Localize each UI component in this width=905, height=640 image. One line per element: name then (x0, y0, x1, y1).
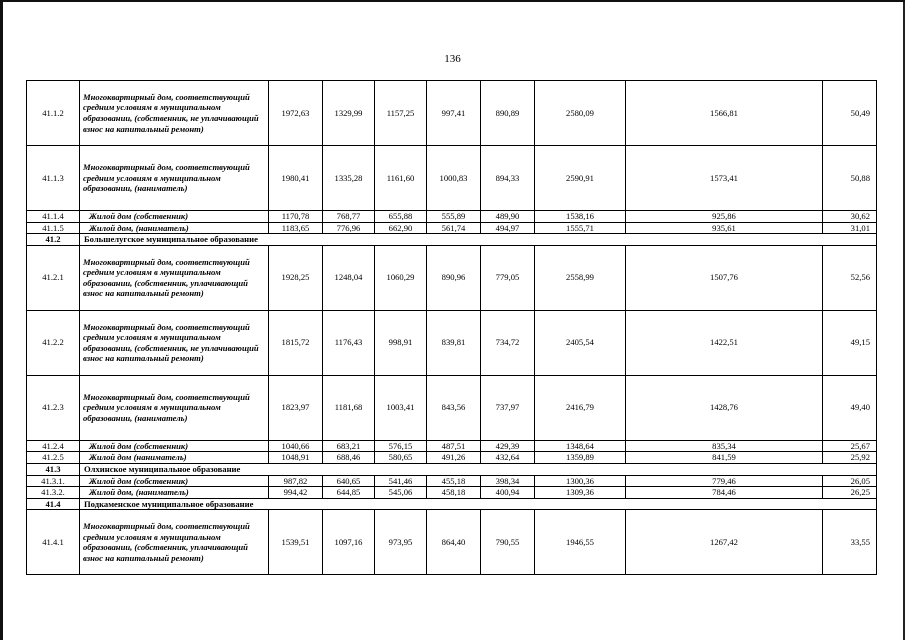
row-description: Многоквартирный дом, соответствующий средним условиям в муниципальном образовании, (собственник, уплачивающий взнос на капитальный ремонт) (80, 510, 269, 575)
value-cell-3: 1060,29 (375, 245, 427, 310)
table-row (27, 440, 877, 452)
tariff-table (26, 80, 877, 575)
value-cell-4: 839,81 (427, 310, 481, 375)
row-description: Жилой дом, (наниматель) (80, 222, 269, 234)
value-cell-7: 1267,42 (626, 510, 823, 575)
value-cell-4: 555,89 (427, 211, 481, 223)
table-row (27, 211, 877, 223)
value-cell-7: 1422,51 (626, 310, 823, 375)
value-cell-8: 49,40 (823, 375, 877, 440)
value-cell-7: 925,86 (626, 211, 823, 223)
value-cell-3: 655,88 (375, 211, 427, 223)
value-cell-5: 489,90 (481, 211, 535, 223)
value-cell-4: 890,96 (427, 245, 481, 310)
value-cell-1: 1539,51 (269, 510, 323, 575)
row-description: Жилой дом (наниматель) (80, 452, 269, 464)
row-description: Многоквартирный дом, соответствующий средним условиям в муниципальном образовании, (собственник, уплачивающий взнос на капитальный ремонт) (80, 245, 269, 310)
value-cell-1: 1048,91 (269, 452, 323, 464)
section-code: 41.3 (27, 463, 80, 475)
value-cell-5: 790,55 (481, 510, 535, 575)
value-cell-1: 1040,66 (269, 440, 323, 452)
value-cell-6: 2580,09 (535, 81, 626, 146)
value-cell-2: 1335,28 (323, 146, 375, 211)
value-cell-6: 1300,36 (535, 475, 626, 487)
value-cell-8: 50,49 (823, 81, 877, 146)
value-cell-7: 1566,81 (626, 81, 823, 146)
value-cell-1: 1980,41 (269, 146, 323, 211)
section-title: Подкаменское муниципальное образование (80, 498, 877, 510)
section-code: 41.2 (27, 234, 80, 246)
value-cell-6: 1348,64 (535, 440, 626, 452)
value-cell-1: 1815,72 (269, 310, 323, 375)
value-cell-3: 576,15 (375, 440, 427, 452)
value-cell-8: 25,67 (823, 440, 877, 452)
value-cell-4: 997,41 (427, 81, 481, 146)
row-description: Жилой дом (собственник) (80, 475, 269, 487)
row-code: 41.2.2 (27, 310, 80, 375)
row-description: Многоквартирный дом, соответствующий средним условиям в муниципальном образовании, (наниматель) (80, 146, 269, 211)
section-row (27, 498, 877, 510)
scan-border-left (0, 0, 3, 640)
value-cell-8: 52,56 (823, 245, 877, 310)
value-cell-3: 541,46 (375, 475, 427, 487)
value-cell-8: 26,25 (823, 487, 877, 499)
value-cell-6: 2416,79 (535, 375, 626, 440)
value-cell-3: 998,91 (375, 310, 427, 375)
row-code: 41.1.5 (27, 222, 80, 234)
value-cell-1: 1183,65 (269, 222, 323, 234)
page-number: 136 (444, 53, 461, 65)
value-cell-8: 50,88 (823, 146, 877, 211)
value-cell-2: 1176,43 (323, 310, 375, 375)
table-row (27, 475, 877, 487)
table-body (27, 81, 877, 575)
value-cell-8: 30,62 (823, 211, 877, 223)
value-cell-5: 398,34 (481, 475, 535, 487)
value-cell-6: 1555,71 (535, 222, 626, 234)
table-row (27, 81, 877, 146)
value-cell-7: 835,34 (626, 440, 823, 452)
value-cell-4: 1000,83 (427, 146, 481, 211)
section-title: Олхинское муниципальное образование (80, 463, 877, 475)
value-cell-6: 2590,91 (535, 146, 626, 211)
row-description: Жилой дом, (наниматель) (80, 487, 269, 499)
table-row (27, 487, 877, 499)
value-cell-2: 644,85 (323, 487, 375, 499)
value-cell-1: 994,42 (269, 487, 323, 499)
value-cell-6: 2405,54 (535, 310, 626, 375)
row-code: 41.3.2. (27, 487, 80, 499)
value-cell-3: 1157,25 (375, 81, 427, 146)
value-cell-2: 768,77 (323, 211, 375, 223)
value-cell-6: 1359,89 (535, 452, 626, 464)
table-row (27, 245, 877, 310)
value-cell-5: 734,72 (481, 310, 535, 375)
value-cell-7: 841,59 (626, 452, 823, 464)
value-cell-5: 894,33 (481, 146, 535, 211)
row-code: 41.2.3 (27, 375, 80, 440)
value-cell-4: 487,51 (427, 440, 481, 452)
value-cell-3: 545,06 (375, 487, 427, 499)
row-code: 41.1.2 (27, 81, 80, 146)
value-cell-3: 580,65 (375, 452, 427, 464)
row-code: 41.2.4 (27, 440, 80, 452)
value-cell-2: 1097,16 (323, 510, 375, 575)
value-cell-4: 455,18 (427, 475, 481, 487)
value-cell-4: 561,74 (427, 222, 481, 234)
value-cell-2: 1248,04 (323, 245, 375, 310)
value-cell-7: 784,46 (626, 487, 823, 499)
value-cell-4: 864,40 (427, 510, 481, 575)
value-cell-7: 779,46 (626, 475, 823, 487)
value-cell-1: 1170,78 (269, 211, 323, 223)
value-cell-2: 688,46 (323, 452, 375, 464)
value-cell-5: 890,89 (481, 81, 535, 146)
row-code: 41.1.3 (27, 146, 80, 211)
value-cell-5: 432,64 (481, 452, 535, 464)
row-description: Жилой дом (собственник) (80, 211, 269, 223)
value-cell-4: 458,18 (427, 487, 481, 499)
value-cell-1: 1928,25 (269, 245, 323, 310)
table-row (27, 222, 877, 234)
value-cell-7: 1507,76 (626, 245, 823, 310)
value-cell-5: 779,05 (481, 245, 535, 310)
value-cell-6: 1538,16 (535, 211, 626, 223)
value-cell-4: 843,56 (427, 375, 481, 440)
value-cell-1: 1972,63 (269, 81, 323, 146)
value-cell-6: 1946,55 (535, 510, 626, 575)
row-code: 41.2.5 (27, 452, 80, 464)
value-cell-7: 935,61 (626, 222, 823, 234)
section-code: 41.4 (27, 498, 80, 510)
value-cell-1: 1823,97 (269, 375, 323, 440)
section-row (27, 234, 877, 246)
row-description: Многоквартирный дом, соответствующий средним условиям в муниципальном образовании, (собственник, не уплачивающий взнос на капитальный ремонт) (80, 81, 269, 146)
value-cell-8: 26,05 (823, 475, 877, 487)
row-code: 41.3.1. (27, 475, 80, 487)
value-cell-6: 2558,99 (535, 245, 626, 310)
value-cell-3: 1161,60 (375, 146, 427, 211)
value-cell-7: 1428,76 (626, 375, 823, 440)
value-cell-2: 1329,99 (323, 81, 375, 146)
value-cell-2: 776,96 (323, 222, 375, 234)
value-cell-8: 33,55 (823, 510, 877, 575)
table-row (27, 375, 877, 440)
value-cell-8: 49,15 (823, 310, 877, 375)
value-cell-1: 987,82 (269, 475, 323, 487)
value-cell-5: 494,97 (481, 222, 535, 234)
value-cell-3: 973,95 (375, 510, 427, 575)
table-row (27, 452, 877, 464)
section-title: Большелугское муниципальное образование (80, 234, 877, 246)
row-description: Многоквартирный дом, соответствующий средним условиям в муниципальном образовании, (собственник, не уплачивающий взнос на капитальный ремонт) (80, 310, 269, 375)
table-row (27, 146, 877, 211)
row-description: Жилой дом (собственник) (80, 440, 269, 452)
scan-border-top (0, 0, 905, 2)
value-cell-8: 31,01 (823, 222, 877, 234)
value-cell-2: 640,65 (323, 475, 375, 487)
value-cell-5: 429,39 (481, 440, 535, 452)
value-cell-8: 25,92 (823, 452, 877, 464)
value-cell-2: 683,21 (323, 440, 375, 452)
value-cell-6: 1309,36 (535, 487, 626, 499)
value-cell-7: 1573,41 (626, 146, 823, 211)
row-code: 41.2.1 (27, 245, 80, 310)
row-code: 41.1.4 (27, 211, 80, 223)
value-cell-5: 737,97 (481, 375, 535, 440)
row-description: Многоквартирный дом, соответствующий средним условиям в муниципальном образовании, (наниматель) (80, 375, 269, 440)
value-cell-5: 400,94 (481, 487, 535, 499)
value-cell-2: 1181,68 (323, 375, 375, 440)
section-row (27, 463, 877, 475)
table-row (27, 310, 877, 375)
row-code: 41.4.1 (27, 510, 80, 575)
table-row (27, 510, 877, 575)
value-cell-4: 491,26 (427, 452, 481, 464)
value-cell-3: 662,90 (375, 222, 427, 234)
value-cell-3: 1003,41 (375, 375, 427, 440)
